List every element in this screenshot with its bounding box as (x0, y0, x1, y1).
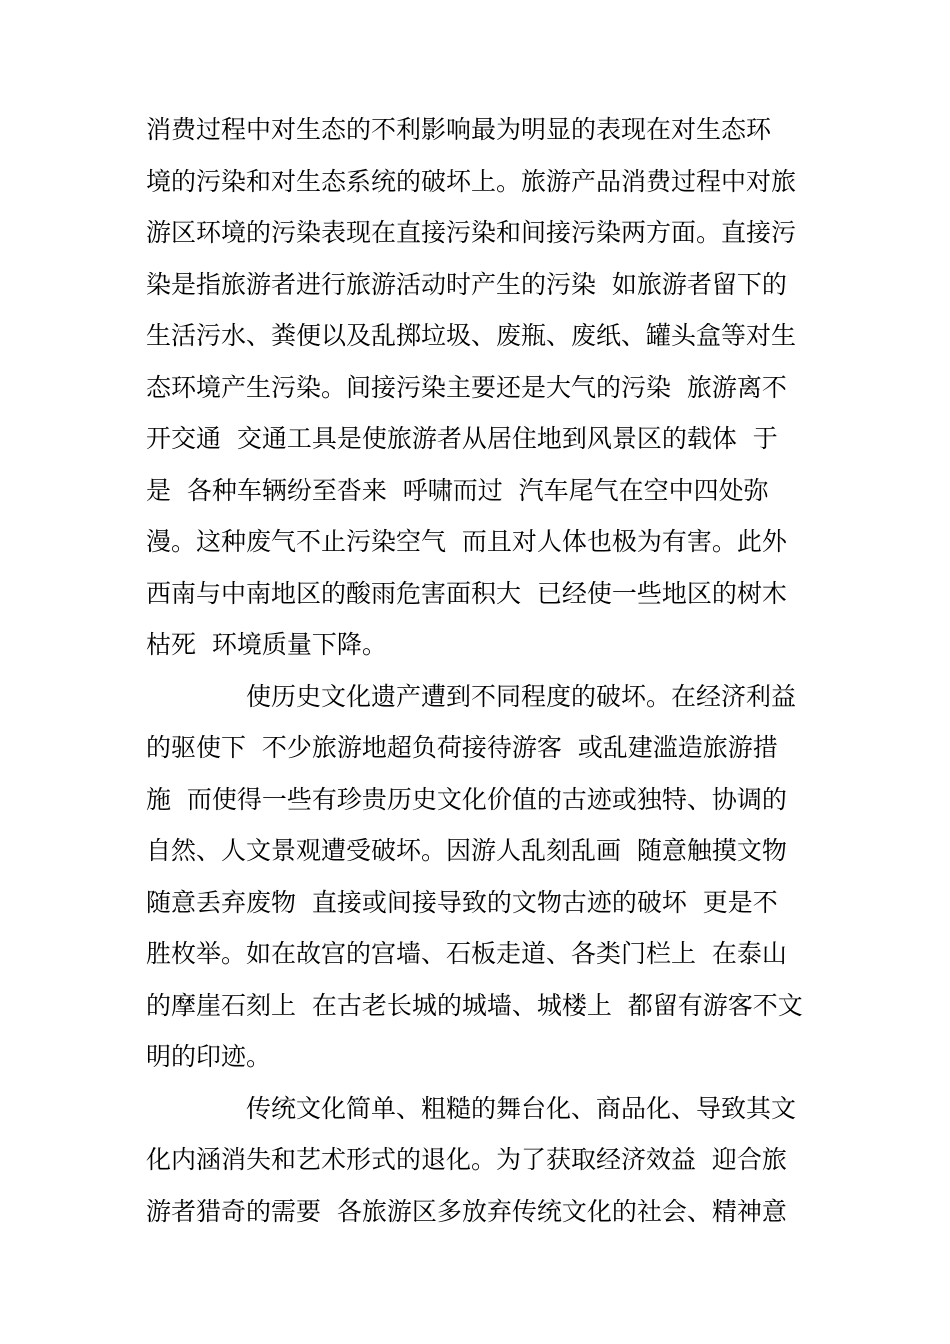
text-line: 游区环境的污染表现在直接污染和间接污染两方面。直接污 (146, 218, 797, 247)
document-body (146, 104, 826, 1237)
paragraph-ecological-pollution (146, 104, 826, 671)
paragraph-heritage-damage (146, 671, 826, 1083)
paragraph-culture-commercialization (146, 1083, 826, 1238)
text-line: 的摩崖石刻上 在古老长城的城墙、城楼上 都留有游客不文 (146, 990, 803, 1020)
text-line: 的驱使下 不少旅游地超负荷接待游客 或乱建滥造旅游措 (146, 733, 778, 762)
text-line-indented: 传统文化简单、粗糙的舞台化、商品化、导致其文 (246, 1093, 797, 1123)
text-line: 开交通 交通工具是使旅游者从居住地到风景区的载体 于 (146, 424, 778, 453)
text-line: 明的印迹。 (146, 1042, 272, 1071)
text-line: 自然、人文景观遭受破坏。因游人乱刻乱画 随意触摸文物 (146, 836, 787, 865)
text-line: 生活污水、粪便以及乱掷垃圾、废瓶、废纸、罐头盒等对生 (146, 321, 797, 350)
text-line: 是 各种车辆纷至沓来 呼啸而过 汽车尾气在空中四处弥 (146, 475, 769, 505)
text-line: 胜枚举。如在故宫的宫墙、石板走道、各类门栏上 在泰山 (146, 939, 787, 968)
text-line: 施 而使得一些有珍贵历史文化价值的古迹或独特、协调的 (146, 784, 787, 814)
text-line: 消费过程中对生态的不利影响最为明显的表现在对生态环 (146, 115, 772, 144)
text-line: 境的污染和对生态系统的破坏上。旅游产品消费过程中对旅 (146, 166, 797, 196)
text-line: 随意丢弃废物 直接或间接导致的文物古迹的破坏 更是不 (146, 887, 778, 917)
text-line: 枯死 环境质量下降。 (146, 630, 387, 659)
text-line-indented: 使历史文化遗产遭到不同程度的破坏。在经济利益 (246, 681, 797, 711)
text-line: 西南与中南地区的酸雨危害面积大 已经使一些地区的树木 (146, 578, 787, 608)
text-line: 游者猎奇的需要 各旅游区多放弃传统文化的社会、精神意 (146, 1196, 787, 1226)
text-line: 化内涵消失和艺术形式的退化。为了获取经济效益 迎合旅 (146, 1145, 787, 1174)
text-line: 漫。这种废气不止污染空气 而且对人体也极为有害。此外 (146, 527, 787, 556)
text-line: 态环境产生污染。间接污染主要还是大气的污染 旅游离不 (146, 372, 787, 402)
text-line: 染是指旅游者进行旅游活动时产生的污染 如旅游者留下的 (146, 269, 787, 299)
